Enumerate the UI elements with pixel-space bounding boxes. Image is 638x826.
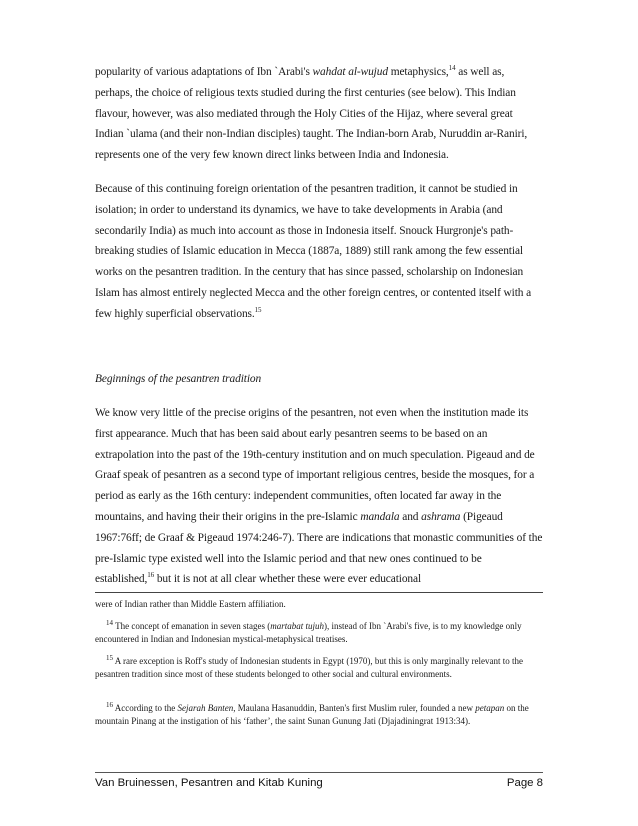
footnote-ref-14[interactable]: 14 [448, 64, 456, 73]
footer-rule [95, 772, 543, 773]
footnote-16-number: 16 [106, 701, 113, 709]
paragraph-3-text-b: and [399, 510, 422, 523]
paragraph-2-text: Because of this continuing foreign orientation of the pesantren tradition, it cannot be studied in isolation; in order to understand its dynamics, we have to take developments in Arabia (and secondarily India) as much into account as those in Indonesia itself. Snouck Hurgronje's path-breaking studies of Islamic education in Mecca (1887a, 1889) still rank among the few essential works on the pesantren tradition. In the century that has since passed, scholarship on Indonesian Islam has almost entirely neglected Mecca and the other foreign centres, or contented itself with a few highly superficial observations. [95, 183, 532, 320]
paragraph-3 [95, 403, 543, 590]
footnote-separator [95, 592, 543, 593]
footnote-16-text-c: on the mountain Pinang at the instigation of his ‘father’, the saint Sunan Gunung Jati (Djajadiningrat 1913:34). [95, 703, 529, 726]
paragraph-3-italic-ashrama: ashrama [421, 510, 461, 523]
paragraph-1-text-b: metaphysics, [387, 66, 449, 78]
footer-title: Van Bruinessen, Pesantren and Kitab Kuning [95, 777, 323, 789]
paragraph-1-text-a: popularity of various adaptations of Ibn `Arabi's [95, 66, 313, 78]
paragraph-3-text-c: (Pigeaud 1967:76ff; de Graaf & Pigeaud 1974:246-7). There are indications that monastic communities of the pre-Islamic type existed well into the Islamic period and that new ones continued to be established, [95, 510, 543, 586]
footnote-14-number: 14 [106, 619, 113, 627]
footnote-14-text-a: The concept of emanation in seven stages ( [113, 621, 271, 631]
footnote-16-italic-petapan: petapan [475, 703, 505, 713]
footnote-ref-16[interactable]: 16 [147, 571, 155, 580]
footnote-16-text-b: , Maulana Hasanuddin, Banten's first Muslim ruler, founded a new [233, 703, 476, 713]
paragraph-3-text-d: but it is not at all clear whether these were ever educational [154, 573, 422, 586]
footnote-14-italic: martabat tujuh [270, 621, 325, 631]
footnote-16-text-a: According to the [113, 703, 178, 713]
footnote-15 [95, 655, 543, 681]
footnote-16 [95, 702, 543, 728]
paragraph-1 [95, 62, 543, 166]
footnote-continued: were of Indian rather than Middle Eastern affiliation. [95, 599, 286, 609]
footnote-15-text: A rare exception is Roff's study of Indonesian students in Egypt (1970), but this is only marginally relevant to the pesantren tradition since most of these students belonged to other social and cultural environments. [95, 656, 523, 679]
paragraph-3-italic-mandala: mandala [360, 510, 400, 523]
paragraph-3-text-a: We know very little of the precise origins of the pesantren, not even when the institution made its first appearance. Much that has been said about early pesantren seems to be based on an extrapolation into the past of the 19th-century institution and on much speculation. Pigeaud and de Graaf speak of pesantren as a second type of important religious centres, beside the mosques, for a period as early as the 16th century: independent communities, often located far away in the mountains, and having their their origins in the pre-Islamic [95, 407, 535, 523]
footnote-14-text-b: ), instead of Ibn `Arabi's five, is to my knowledge only encountered in Indian and Indonesian mystical-metaphysical treatises. [95, 621, 522, 644]
page-number: Page 8 [506, 777, 543, 789]
footnote-16-italic-sejarah: Sejarah Banten [177, 703, 234, 713]
footnote-15-number: 15 [106, 654, 113, 662]
footnote-ref-15[interactable]: 15 [254, 305, 262, 314]
paragraph-1-text-c: as well as, perhaps, the choice of religious texts studied during the first centuries (see below). This Indian flavour, however, was also mediated through the Holy Cities of the Hijaz, where several great Indian `ulama (and their non-Indian disciples) taught. The Indian-born Arab, Nuruddin ar-Raniri, represents one of the very few known direct links between India and Indonesia. [95, 66, 528, 162]
paragraph-2 [95, 179, 543, 325]
paragraph-1-italic-term: wahdat al-wujud [312, 66, 388, 78]
footnote-14 [95, 620, 543, 646]
section-heading: Beginnings of the pesantren tradition [95, 373, 262, 385]
